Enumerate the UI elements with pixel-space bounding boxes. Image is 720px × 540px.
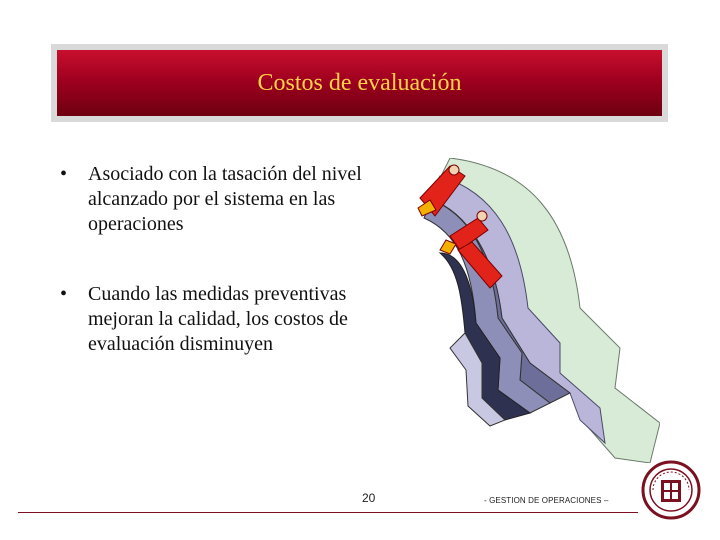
university-seal-icon [641,460,701,520]
slide-title: Costos de evaluación [257,69,462,96]
bullet-item [60,282,410,357]
title-bar [57,50,662,116]
page-number: 20 [362,491,376,505]
stairs-people-clipart-icon [410,158,660,463]
bullet-text: Cuando las medidas preventivas mejoran la calidad, los costos de evaluación disminuyen [88,283,348,355]
footer-label: - GESTION DE OPERACIONES – [484,496,609,505]
bullet-marker: • [60,163,68,185]
bullet-item [60,162,410,237]
bullet-marker: • [60,283,68,305]
bullet-list [60,162,410,402]
footer-rule [18,512,638,513]
bullet-text: Asociado con la tasación del nivel alcanzado por el sistema en las operaciones [88,163,362,235]
